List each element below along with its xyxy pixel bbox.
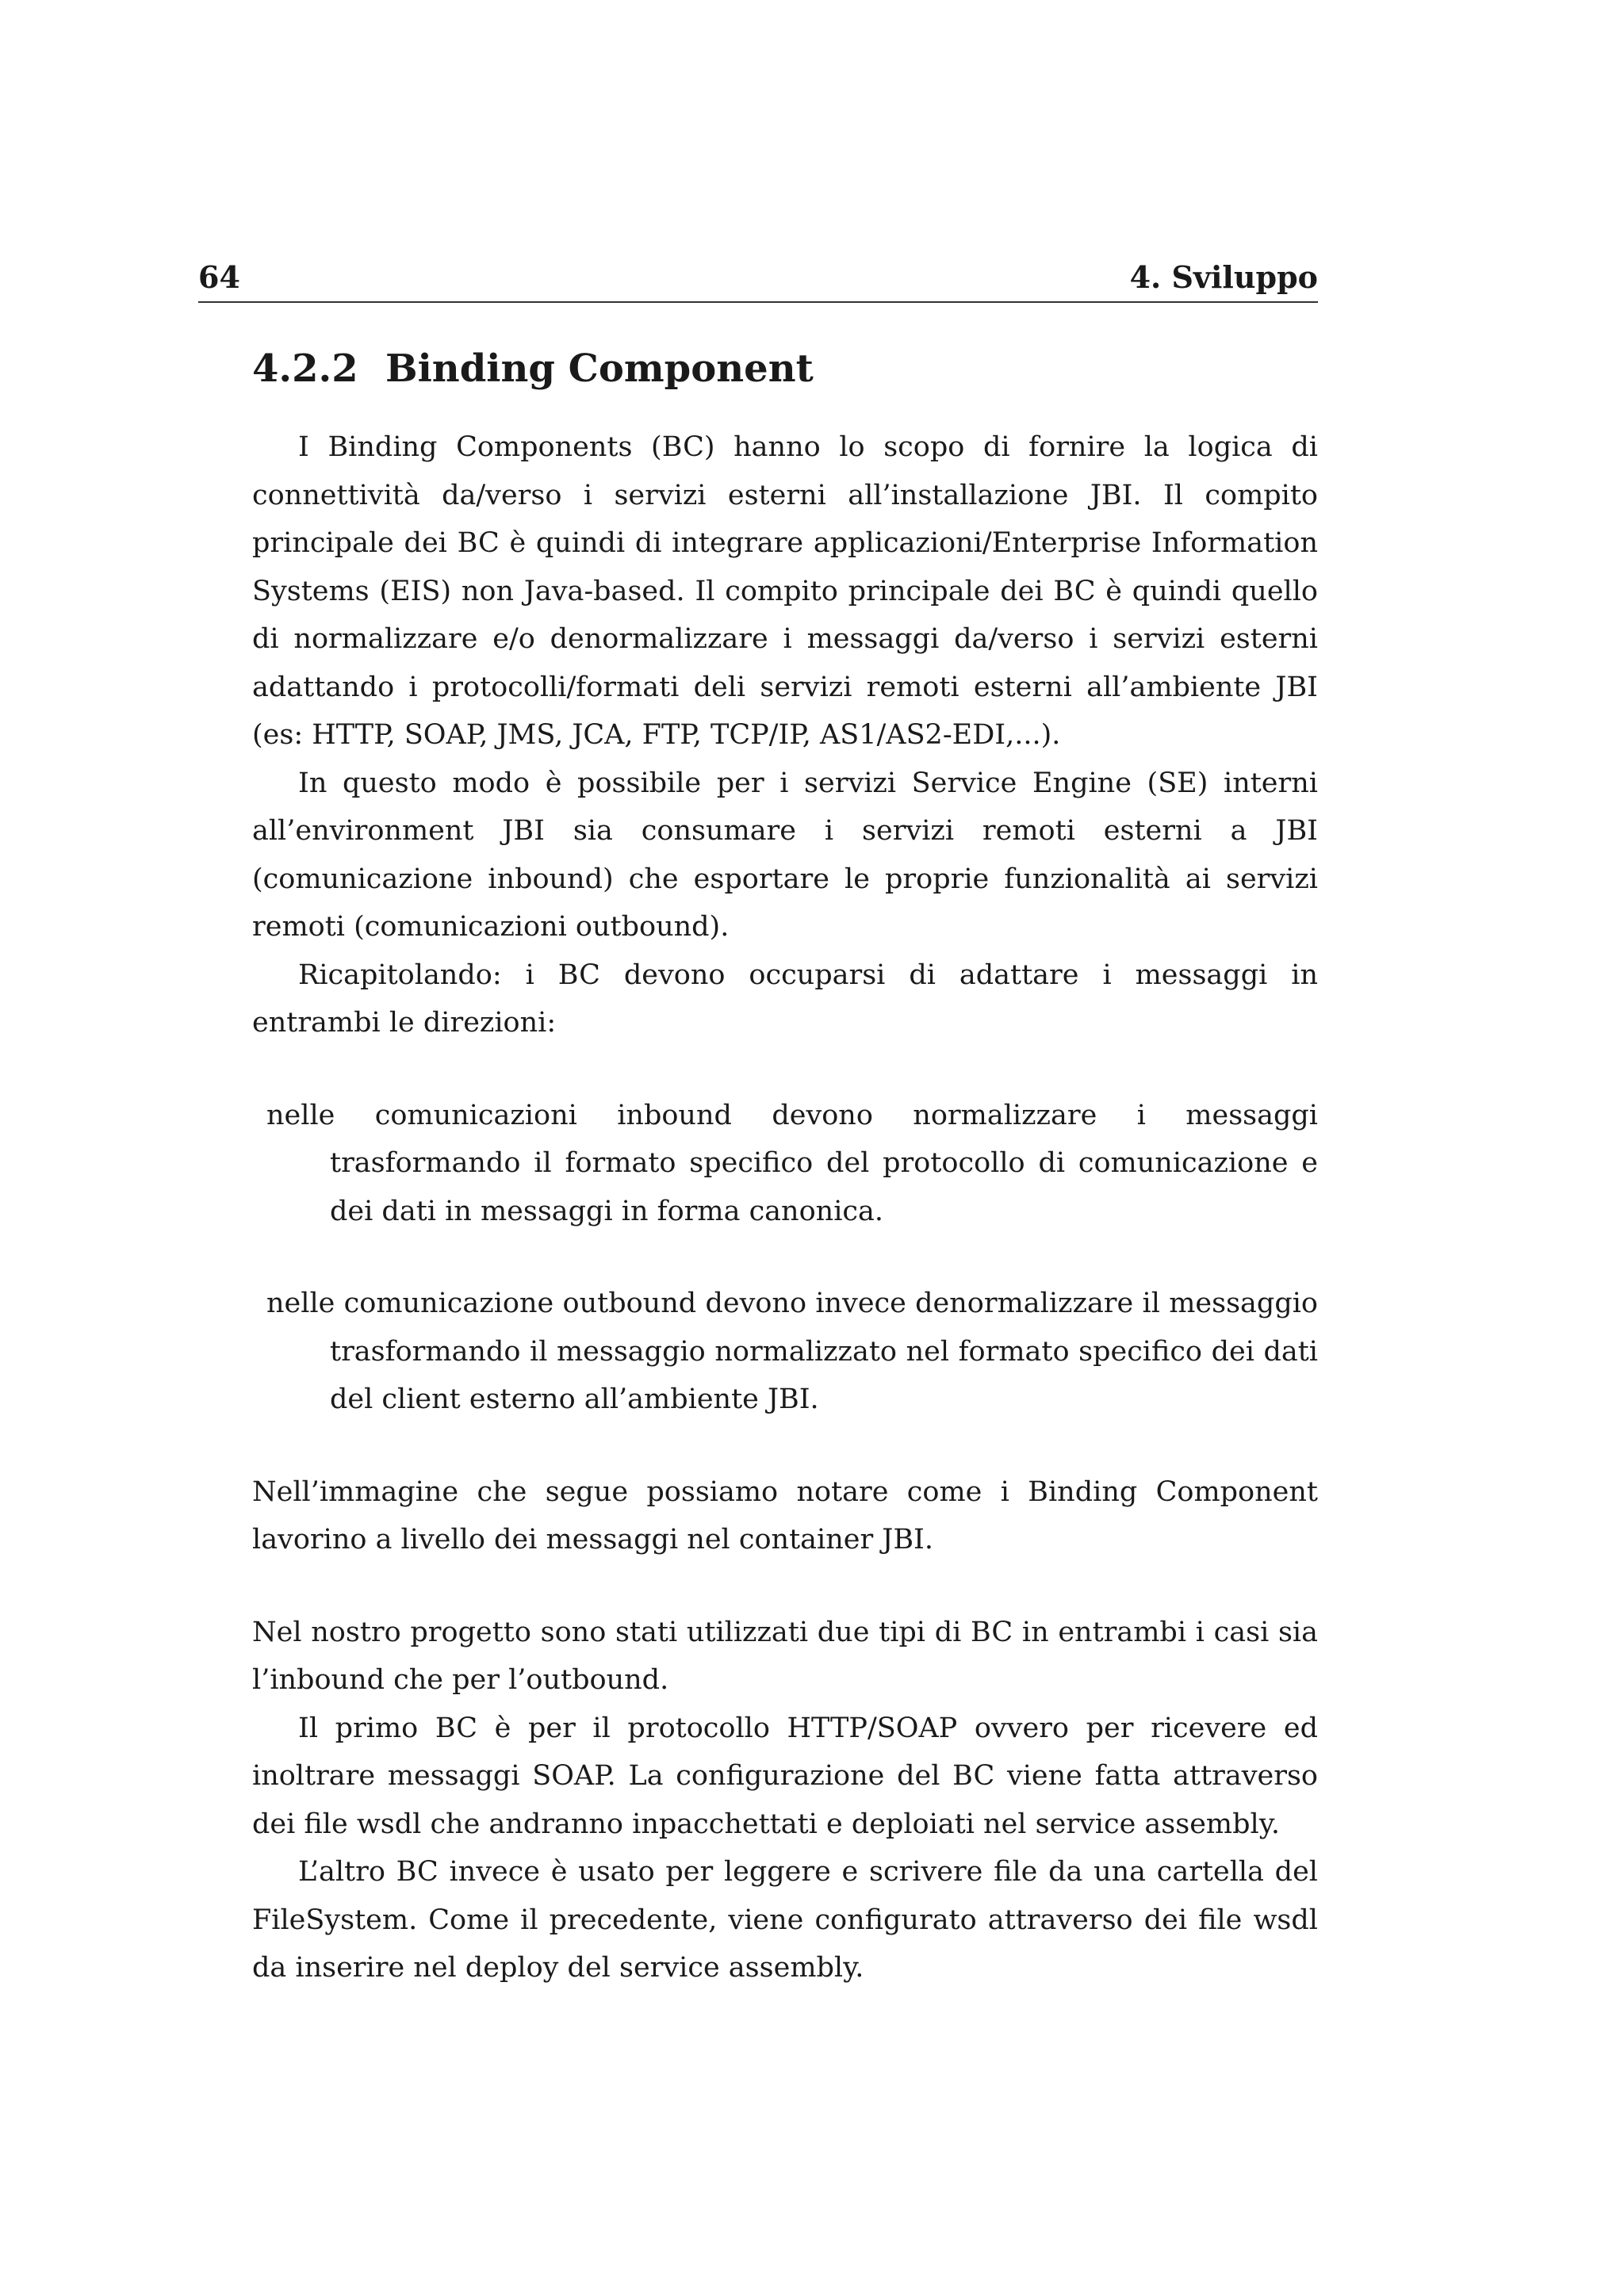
page-header [198,254,1318,303]
list-item-inbound: nelle comunicazioni inbound devono normalizzare i messaggi trasformando il formato specifico del protocollo di comunicazione e dei dati in messaggi in forma canonica. [266,1099,1318,1227]
paragraph-intro: I Binding Components (BC) hanno lo scopo di fornire la logica di connettività da/verso i servizi esterni all’installazione JBI. Il compito principale dei BC è quindi di integrare applicazioni/Enterprise Information Systems (EIS) non Java-based. Il compito principale dei BC è quindi quello di normalizzare e/o denormalizzare i messaggi da/verso i servizi esterni adattando i protocolli/formati deli servizi remoti esterni all’ambiente JBI (es: HTTP, SOAP, JMS, JCA, FTP, TCP/IP, AS1/AS2-EDI,...). [252,431,1318,751]
list-item-outbound: nelle comunicazione outbound devono invece denormalizzare il messaggio trasformando il messaggio normalizzato nel formato specifico dei dati del client esterno all’ambiente JBI. [266,1288,1318,1415]
paragraph-image-note: Nell’immagine che segue possiamo notare come i Binding Component lavorino a livello dei messaggi nel container JBI. [252,1475,1318,1556]
paragraph-service-engine: In questo modo è possibile per i servizi Service Engine (SE) interni all’environment JBI sia consumare i servizi remoti esterni a JBI (comunicazione inbound) che esportare le proprie funzionalità ai servizi remoti (comunicazioni outbound). [252,767,1318,943]
paragraph-http-soap-bc: Il primo BC è per il protocollo HTTP/SOAP ovvero per ricevere ed inoltrare messaggi SOAP. La configurazione del BC viene fatta attraverso dei file wsdl che andranno inpacchettati e deploiati nel service assembly. [252,1712,1318,1840]
section-number: 4.2.2 [252,346,358,391]
running-head: 4. Sviluppo [1129,259,1318,295]
section-heading [252,341,1318,396]
paragraph-project: Nel nostro progetto sono stati utilizzati due tipi di BC in entrambi i casi sia l’inbound che per l’outbound. [252,1616,1318,1696]
paragraph-summary: Ricapitolando: i BC devono occuparsi di adattare i messaggi in entrambi le direzioni: [252,959,1318,1039]
section-title: Binding Component [385,346,814,391]
page-number: 64 [198,259,240,295]
page-body [252,341,1318,1992]
paragraph-file-bc: L’altro BC invece è usato per leggere e scrivere file da una cartella del FileSystem. Come il precedente, viene configurato attraverso dei file wsdl da inserire nel deploy del service assembly. [252,1856,1318,1984]
